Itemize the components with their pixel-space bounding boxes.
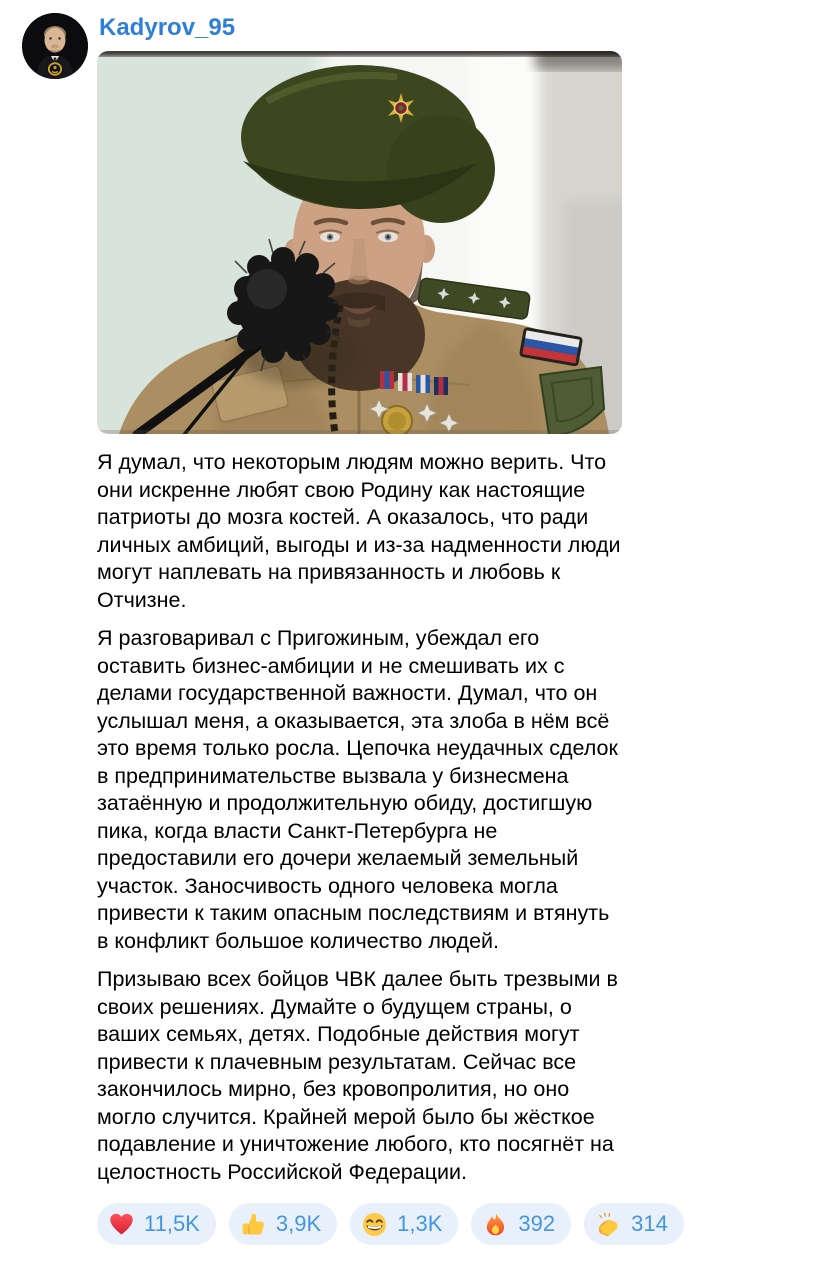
reaction-fire-button[interactable]	[471, 1203, 571, 1245]
post-paragraph: Я думал, что некоторым людям можно верить. Что они искренне любят свою Родину как настоящие патриоты до мозга костей. А оказалось, что ради личных амбиций, выгоды и из-за надменности люди могут наплевать на привязанность и любовь к Отчизне.	[97, 450, 621, 612]
post-paragraph: Призываю всех бойцов ЧВК далее быть трезвыми в своих решениях. Думайте о будущем страны, о ваших семьях, детях. Подобные действия могут привести к плачевным результатам. Сейчас все закончилось мирно, без кровопролития, но оно могло случится. Крайней мерой было бы жёсткое подавление и уничтожение любого, кто посягнёт на целостность Российской Федерации.	[97, 967, 618, 1184]
reaction-count: 11,5K	[144, 1211, 200, 1236]
reaction-count: 3,9K	[275, 1211, 322, 1236]
reaction-count: 314	[631, 1211, 668, 1236]
clap-emoji-icon	[595, 1211, 622, 1238]
reaction-grinning-button[interactable]	[350, 1203, 458, 1245]
post-photo[interactable]	[97, 51, 622, 434]
avatar-portrait-image	[22, 13, 88, 79]
post-paragraph: Я разговаривал с Пригожиным, убеждал его оставить бизнес-амбиции и не смешивать их с делами государственной важности. Думал, что он услышал меня, а оказывается, эта злоба в нём всё это время только росла. Цепочка неудачных сделок в предпринимательстве вызвала у бизнесмена затаённую и продолжительную обиду, достигшую пика, когда власти Санкт-Петербурга не предоставили его дочери желаемый земельный участок. Заносчивость одного человека могла привести к таким опасным последствиям и втянуть в конфликт большое количество людей.	[97, 626, 618, 953]
channel-name[interactable]: Kadyrov_95	[99, 14, 236, 41]
reaction-clap-button[interactable]	[584, 1203, 684, 1245]
reaction-count: 392	[518, 1211, 556, 1236]
thumbs-up-emoji-icon	[240, 1211, 267, 1238]
reaction-heart-button[interactable]	[97, 1203, 216, 1245]
heart-emoji-icon	[108, 1211, 135, 1238]
grinning-emoji-icon	[361, 1211, 388, 1238]
reaction-count: 1,3K	[397, 1211, 443, 1236]
kadyrov-photo-illustration	[97, 51, 622, 434]
reactions-bar	[97, 1203, 837, 1245]
reaction-thumbs-up-button[interactable]	[229, 1203, 337, 1245]
fire-emoji-icon	[482, 1211, 509, 1238]
channel-avatar[interactable]	[22, 13, 88, 79]
post-text	[97, 449, 624, 1186]
